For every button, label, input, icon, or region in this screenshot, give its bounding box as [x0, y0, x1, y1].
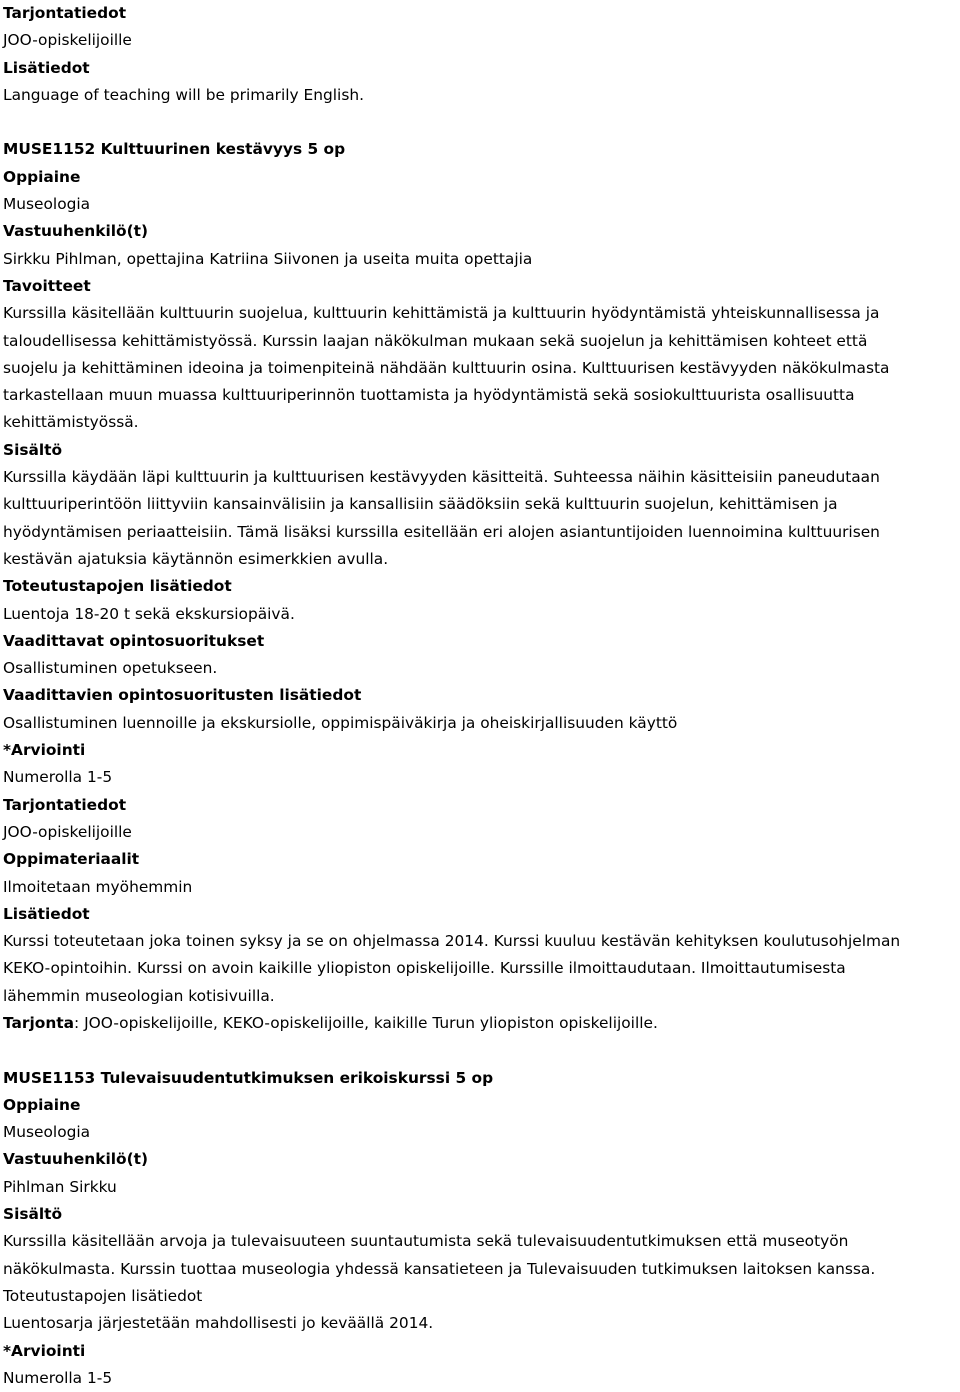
- lisatiedot-line: Kurssi toteutetaan joka toinen syksy ja se on ohjelmassa 2014. Kurssi kuuluu kestävän kehityksen koulutusohjelman: [3, 932, 901, 951]
- tavoitteet-line: suojelu ja kehittäminen ideoina ja toimenpiteinä nähdään kulttuurin osina. Kulttuurisen kestävyyden näkökulmasta: [3, 358, 890, 377]
- heading-arviointi: *Arviointi: [3, 1341, 86, 1360]
- value-vastuuhenkilo: Sirkku Pihlman, opettajina Katriina Siivonen ja useita muita opettajia: [3, 249, 533, 268]
- lisatiedot-line: lähemmin museologian kotisivuilla.: [3, 986, 275, 1005]
- heading-tavoitteet: Tavoitteet: [3, 276, 91, 295]
- value-toteutustapojen-lisatiedot: Luentoja 18-20 t sekä ekskursiopäivä.: [3, 604, 295, 623]
- spacer: [3, 109, 960, 136]
- tarjonta-separator: :: [74, 1013, 80, 1032]
- heading-oppimateriaalit: Oppimateriaalit: [3, 850, 140, 869]
- value-tarjontatiedot: JOO-opiskelijoille: [3, 31, 132, 50]
- tarjonta-line: [3, 1010, 960, 1037]
- lisatiedot-line: KEKO-opintoihin. Kurssi on avoin kaikille yliopiston opiskelijoille. Kurssille ilmoittaudutaan. Ilmoittautumisesta: [3, 959, 846, 978]
- sisalto-line: hyödyntämisen periaatteisiin. Tämä lisäksi kurssilla esitellään eri alojen asiantuntijoiden luennoimina kulttuurisen: [3, 522, 880, 541]
- value-vastuuhenkilo: Pihlman Sirkku: [3, 1177, 117, 1196]
- heading-lisatiedot: Lisätiedot: [3, 58, 90, 77]
- tavoitteet-line: taloudellisessa kehittämistyössä. Kurssin laajan näkökulman mukaan sekä suojelun ja kehittämisen kohteet että: [3, 331, 868, 350]
- heading-arviointi: *Arviointi: [3, 741, 86, 760]
- heading-lisatiedot: Lisätiedot: [3, 904, 90, 923]
- sisalto-line: näkökulmasta. Kurssin tuottaa museologia yhdessä kansatieteen ja Tulevaisuuden tutkimuksen laitoksen kanssa.: [3, 1259, 876, 1278]
- value-tarjontatiedot: JOO-opiskelijoille: [3, 822, 132, 841]
- value-arviointi: Numerolla 1-5: [3, 1368, 113, 1387]
- value-oppimateriaalit: Ilmoitetaan myöhemmin: [3, 877, 193, 896]
- course-title: MUSE1152 Kulttuurinen kestävyys 5 op: [3, 140, 346, 159]
- course-title: MUSE1153 Tulevaisuudentutkimuksen erikoiskurssi 5 op: [3, 1068, 494, 1087]
- sisalto-line: kestävän ajatuksia käytännön esimerkkien avulla.: [3, 549, 389, 568]
- heading-sisalto: Sisältö: [3, 1205, 63, 1224]
- course-muse1153: [3, 1065, 960, 1392]
- value-oppiaine: Museologia: [3, 1123, 91, 1142]
- heading-oppiaine: Oppiaine: [3, 1095, 81, 1114]
- heading-vastuuhenkilo: Vastuuhenkilö(t): [3, 222, 149, 241]
- heading-vastuuhenkilo: Vastuuhenkilö(t): [3, 1150, 149, 1169]
- value-vaadittavien-lisatiedot: Osallistuminen luennoille ja ekskursiolle, oppimispäiväkirja ja oheiskirjallisuuden käyttö: [3, 713, 678, 732]
- value-oppiaine: Museologia: [3, 195, 91, 214]
- value-toteutustapojen-lisatiedot: Luentosarja järjestetään mahdollisesti jo keväällä 2014.: [3, 1314, 434, 1333]
- sisalto-line: Kurssilla käydään läpi kulttuurin ja kulttuurisen kestävyyden käsitteitä. Suhteessa näihin käsitteisiin paneudutaan: [3, 468, 880, 487]
- heading-tarjontatiedot: Tarjontatiedot: [3, 795, 127, 814]
- value-vaadittavat-opintosuoritukset: Osallistuminen opetukseen.: [3, 659, 218, 678]
- heading-toteutustapojen-lisatiedot: Toteutustapojen lisätiedot: [3, 577, 232, 596]
- heading-vaadittavien-lisatiedot: Vaadittavien opintosuoritusten lisätiedot: [3, 686, 362, 705]
- heading-oppiaine: Oppiaine: [3, 167, 81, 186]
- spacer: [3, 1037, 960, 1064]
- tavoitteet-line: kehittämistyössä.: [3, 413, 139, 432]
- heading-toteutustapojen-lisatiedot: Toteutustapojen lisätiedot: [3, 1286, 203, 1305]
- sisalto-line: kulttuuriperintöön liittyviin kansainvälisiin ja kansallisiin säädöksiin sekä kulttuurin suojelun, kehittämisen ja: [3, 495, 838, 514]
- tavoitteet-line: tarkastellaan muun muassa kulttuuriperinnön tuottamista ja hyödyntämistä sekä sosiokulttuurista osallisuutta: [3, 386, 855, 405]
- value-arviointi: Numerolla 1-5: [3, 768, 113, 787]
- sisalto-line: Kurssilla käsitellään arvoja ja tulevaisuuteen suuntautumista sekä tulevaisuudentutkimuksen että museotyön: [3, 1232, 849, 1251]
- tarjonta-label: Tarjonta: [3, 1013, 75, 1032]
- course-muse1152: [3, 136, 960, 1037]
- tarjonta-value: JOO-opiskelijoille, KEKO-opiskelijoille, kaikille Turun yliopiston opiskelijoille.: [79, 1013, 658, 1032]
- heading-tarjontatiedot: Tarjontatiedot: [3, 4, 127, 22]
- value-lisatiedot: Language of teaching will be primarily English.: [3, 85, 364, 104]
- heading-sisalto: Sisältö: [3, 440, 63, 459]
- heading-vaadittavat-opintosuoritukset: Vaadittavat opintosuoritukset: [3, 631, 265, 650]
- tavoitteet-line: Kurssilla käsitellään kulttuurin suojelua, kulttuurin kehittämistä ja kulttuurin hyödyntämistä yhteiskunnallisessa ja: [3, 304, 880, 323]
